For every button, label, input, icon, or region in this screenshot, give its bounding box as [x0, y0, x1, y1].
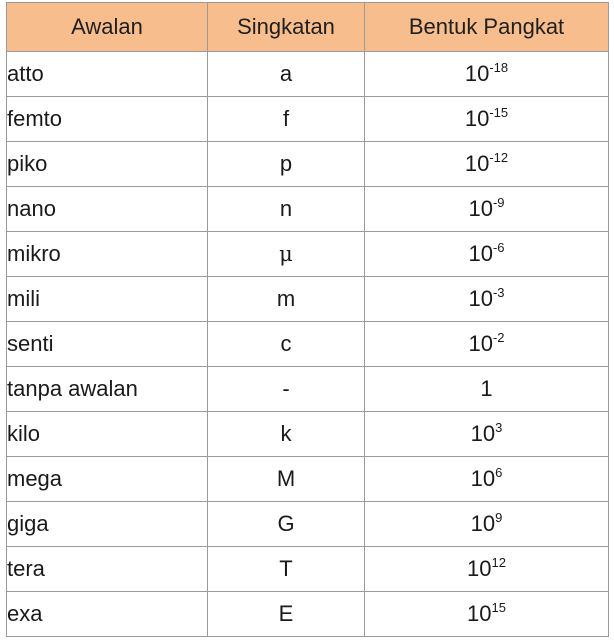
power-cell [365, 232, 609, 277]
prefix-cell: giga [7, 502, 208, 547]
power-exponent: -18 [489, 60, 509, 75]
power-exponent: 3 [495, 420, 503, 435]
symbol-cell: k [208, 412, 365, 457]
symbol-cell: p [208, 142, 365, 187]
prefix-cell: atto [7, 52, 208, 97]
prefix-cell: mikro [7, 232, 208, 277]
prefix-cell: exa [7, 592, 208, 637]
power-cell [365, 52, 609, 97]
table-row [7, 52, 609, 97]
prefix-cell: femto [7, 97, 208, 142]
power-base: 10 [467, 556, 492, 581]
symbol-cell: μ [208, 232, 365, 277]
power-cell [365, 502, 609, 547]
header-symbol: Singkatan [208, 3, 365, 52]
symbol-cell: T [208, 547, 365, 592]
power-cell [365, 412, 609, 457]
header-power: Bentuk Pangkat [365, 3, 609, 52]
power-base: 10 [468, 331, 493, 356]
prefix-cell: tanpa awalan [7, 367, 208, 412]
symbol-cell: n [208, 187, 365, 232]
power-cell [365, 592, 609, 637]
header-prefix: Awalan [7, 3, 208, 52]
prefix-cell: piko [7, 142, 208, 187]
table-row [7, 97, 609, 142]
power-cell [365, 367, 609, 412]
power-cell [365, 142, 609, 187]
prefix-cell: senti [7, 322, 208, 367]
table-row [7, 367, 609, 412]
power-base: 10 [468, 286, 493, 311]
power-exponent: -6 [492, 240, 505, 255]
power-cell [365, 322, 609, 367]
prefix-cell: tera [7, 547, 208, 592]
power-cell [365, 457, 609, 502]
power-cell [365, 97, 609, 142]
power-base: 10 [468, 196, 493, 221]
symbol-cell: M [208, 457, 365, 502]
power-exponent: -15 [489, 105, 509, 120]
power-base: 10 [470, 421, 496, 446]
table-row [7, 232, 609, 277]
power-base: 10 [467, 601, 492, 626]
power-base: 10 [464, 61, 490, 86]
power-exponent: -9 [492, 195, 505, 210]
power-cell [365, 187, 609, 232]
power-exponent: -2 [492, 330, 505, 345]
power-cell [365, 547, 609, 592]
power-cell [365, 277, 609, 322]
table-row [7, 592, 609, 637]
symbol-cell: c [208, 322, 365, 367]
power-exponent: 15 [491, 600, 506, 615]
prefix-cell: nano [7, 187, 208, 232]
table-row [7, 322, 609, 367]
table-body [7, 52, 609, 637]
table-header [7, 3, 609, 52]
table-row [7, 547, 609, 592]
power-base: 10 [468, 241, 493, 266]
power-exponent: 12 [491, 555, 506, 570]
table-row [7, 457, 609, 502]
power-base: 10 [470, 466, 496, 491]
power-base: 1 [480, 376, 493, 401]
table-row [7, 187, 609, 232]
table-row [7, 277, 609, 322]
table-row [7, 412, 609, 457]
power-base: 10 [470, 511, 496, 536]
prefix-cell: kilo [7, 412, 208, 457]
symbol-cell: - [208, 367, 365, 412]
symbol-cell: E [208, 592, 365, 637]
power-base: 10 [464, 151, 490, 176]
power-exponent: -3 [492, 285, 505, 300]
power-base: 10 [464, 106, 490, 131]
symbol-cell: G [208, 502, 365, 547]
symbol-cell: f [208, 97, 365, 142]
table-row [7, 502, 609, 547]
symbol-cell: a [208, 52, 365, 97]
prefix-cell: mili [7, 277, 208, 322]
symbol-cell: m [208, 277, 365, 322]
header-row [7, 3, 609, 52]
power-exponent: 9 [495, 510, 503, 525]
power-exponent: -12 [489, 150, 509, 165]
prefix-table [6, 2, 609, 637]
table-row [7, 142, 609, 187]
prefix-cell: mega [7, 457, 208, 502]
power-exponent: 6 [495, 465, 503, 480]
